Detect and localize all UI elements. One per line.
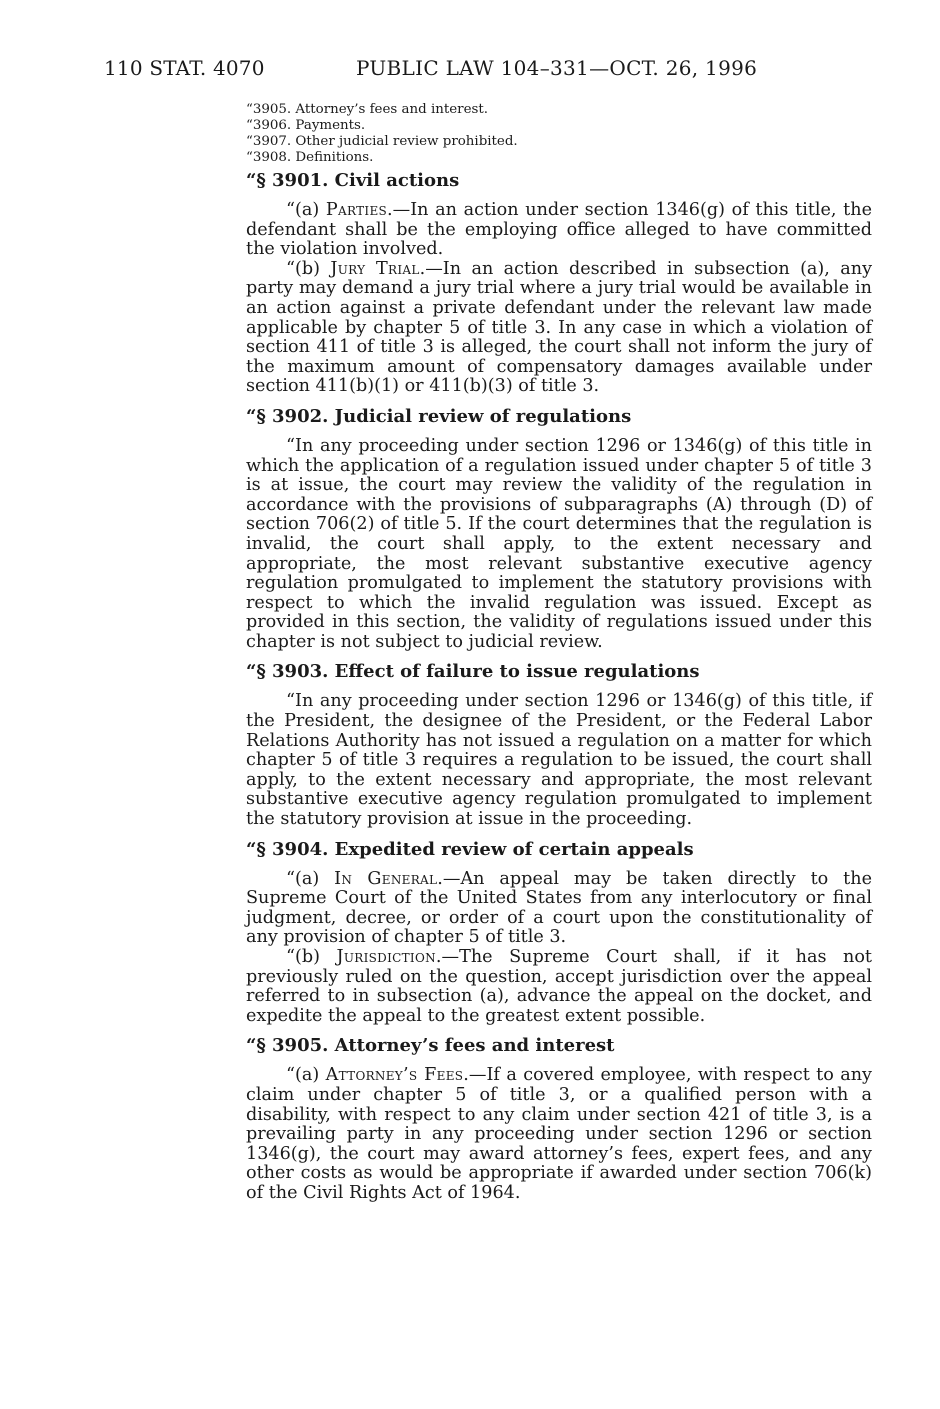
section-3901 (246, 170, 872, 397)
section-paragraph: “In any proceeding under section 1296 or 1346(g) of this title in which the application of a regulation issued under chapter 5 of title 3 is at issue, the court may review the validity of the regulation in accordance with the provisions of subparagraphs (A) through (D) of section 706(2) of title 5. If the court determines that the regulation is invalid, the court shall apply, to the extent necessary and appropriate, the most relevant substantive executive agency regulation promulgated to implement the statutory provisions with respect to which the invalid regulation was issued. Except as provided in this section, the validity of regulations issued under this chapter is not subject to judicial review. (246, 435, 872, 652)
subsection-lead: “(a) (286, 200, 326, 220)
section-heading: “§ 3905. Attorney’s fees and interest (246, 1035, 615, 1057)
subsection-text: .—In an action under section 1346(g) of this title, the defendant shall be the employing office alleged to have committed the violation involved. (246, 200, 872, 260)
subsection-caption: Jury Trial (330, 258, 420, 279)
subsection-text: .—The Supreme Court shall, if it has not previously ruled on the question, accept jurisdiction over the appeal referred to in subsection (a), advance the appeal on the docket, and expedite the appeal to the greatest extent possible. (246, 947, 873, 1026)
table-of-contents (246, 102, 746, 166)
subsection-lead: “(b) (286, 947, 337, 967)
subsection-lead: “(a) (286, 1065, 326, 1086)
section-3905 (246, 1035, 872, 1203)
section-paragraph: “In any proceeding under section 1296 or 1346(g) of this title, if the President, the designee of the President, or the Federal Labor Relations Authority has not issued a regulation on a matter for which chapter 5 of title 3 requires a regulation to be issued, the court shall apply, to the extent necessary and appropriate, the most relevant substantive executive agency regulation promulgated to implement the statutory provision at issue in the proceeding. (246, 691, 872, 830)
subsection-text: .—In an action described in subsection (a), any party may demand a jury trial where a jury trial would be available in an action against a private defendant under the relevant law made applicable by chapter 5 of title 3. In any case in which a violation of section 411 of title 3 is alleged, the court shall not inform the jury of the maximum amount of compensatory damages available under section 411(b)(1) or 411(b)(3) of title 3. (246, 258, 873, 397)
toc-item: “3905. Attorney’s fees and interest. (246, 102, 489, 117)
section-heading: “§ 3901. Civil actions (246, 170, 460, 191)
subsection-lead: “(b) (286, 258, 331, 279)
stat-page-number: 110 STAT. 4070 (104, 56, 265, 80)
subsection-paragraph (246, 870, 872, 948)
section-3902 (246, 406, 872, 653)
section-heading: “§ 3902. Judicial review of regulations (246, 405, 632, 427)
section-3904 (246, 839, 872, 1027)
section-heading: “§ 3904. Expedited review of certain appeals (246, 838, 694, 860)
subsection-caption: Jurisdiction (336, 947, 436, 967)
page-header (104, 56, 784, 86)
subsection-text: .—An appeal may be taken directly to the Supreme Court of the United States from any interlocutory or final judgment, decree, or order of a court upon the constitutionality of any provision of chapter 5 of title 3. (246, 868, 872, 948)
toc-item: “3906. Payments. (246, 118, 366, 133)
subsection-paragraph (246, 1066, 872, 1203)
subsection-caption: Parties (325, 200, 388, 220)
subsection-paragraph (246, 948, 872, 1026)
subsection-text: .—If a covered employee, with respect to any claim under chapter 5 of title 3, or a qualified person with a disability, with respect to any claim under section 421 of title 3, is a prevailing party in any proceeding under section 1296 or section 1346(g), the court may award attorney’s fees, expert fees, and any other costs as would be appropriate if awarded under section 706(k) of the Civil Rights Act of 1964. (246, 1065, 872, 1203)
statute-body (246, 170, 872, 1213)
subsection-caption: In General (334, 868, 438, 889)
toc-item: “3907. Other judicial review prohibited. (246, 134, 518, 149)
public-law-citation: PUBLIC LAW 104–331—OCT. 26, 1996 (356, 56, 758, 80)
section-3903 (246, 661, 872, 829)
toc-item: “3908. Definitions. (246, 150, 374, 165)
subsection-paragraph (246, 260, 872, 397)
subsection-caption: Attorney’s Fees (325, 1065, 464, 1086)
section-heading: “§ 3903. Effect of failure to issue regulations (246, 661, 700, 683)
subsection-lead: “(a) (286, 868, 335, 889)
subsection-paragraph (246, 201, 872, 260)
